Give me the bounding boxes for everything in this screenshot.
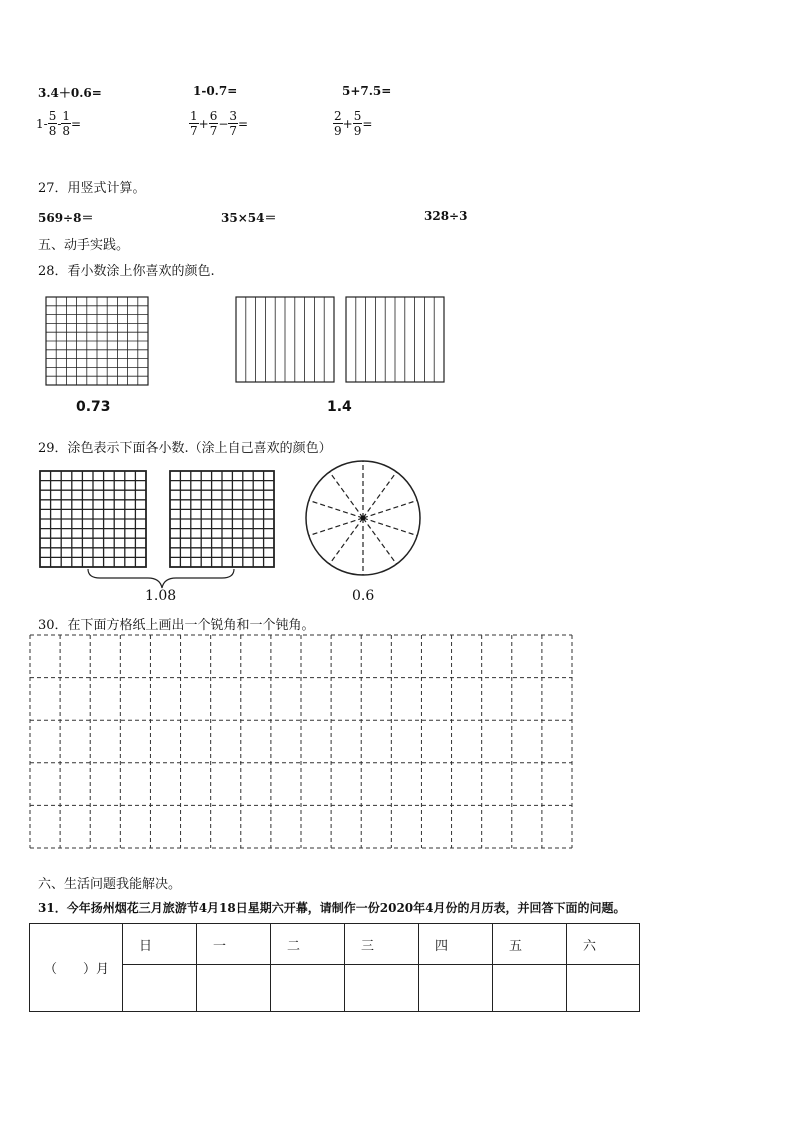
question-28-title: 28．看小数涂上你喜欢的颜色. [38,264,215,279]
date-cell[interactable] [123,965,197,1012]
month-calendar-table [29,923,640,1012]
weekday-header: 三 [345,924,419,965]
question-29-title: 29．涂色表示下面各小数.（涂上自己喜欢的颜色） [38,441,332,456]
divided-circle[interactable] [306,461,420,575]
dashed-grid-paper[interactable] [30,635,572,848]
hundred-grid-1[interactable] [40,471,146,567]
date-cell[interactable] [197,965,271,1012]
circle-sector-line [309,500,363,518]
numerator: 5 [48,109,57,123]
weekday-header: 五 [493,924,567,965]
operator: − [218,116,229,131]
calc-item-2: 1-0.7= [193,84,238,98]
numerator: 5 [353,109,362,123]
date-cell[interactable] [271,965,345,1012]
numerator: 2 [334,109,342,123]
equals: = [362,116,373,131]
numerator: 1 [190,109,198,123]
weekday-header: 一 [197,924,271,965]
label-14: 1.4 [327,399,352,415]
denominator: 7 [209,124,218,138]
operator: + [198,116,209,131]
denominator: 9 [334,124,342,138]
section-5-heading: 五、动手实践。 [38,238,130,253]
calc-item-1: 3.4＋0.6= [38,86,102,100]
circle-sector-line [309,518,363,536]
equals: = [71,116,82,131]
circle-sector-line [363,472,397,518]
ten-strip-square-1[interactable] [236,297,334,382]
weekday-header: 日 [123,924,197,965]
weekday-header: 二 [271,924,345,965]
numerator: 1 [62,109,71,123]
date-cell[interactable] [493,965,567,1012]
denominator: 7 [190,124,198,138]
weekday-header: 六 [567,924,640,965]
numerator: 3 [229,109,238,123]
numerator: 6 [209,109,218,123]
hundred-grid[interactable] [46,297,148,385]
label-108: 1.08 [145,588,177,604]
date-cell[interactable] [345,965,419,1012]
circle-sector-line [363,518,417,536]
circle-center [361,516,366,521]
circle-sector-line [329,472,363,518]
denominator: 9 [353,124,362,138]
hundred-grid-2[interactable] [170,471,274,567]
date-cell[interactable] [567,965,640,1012]
question-27-title: 27．用竖式计算。 [38,181,146,196]
operator: + [342,116,353,131]
date-cell[interactable] [419,965,493,1012]
expr-text: 1- [36,116,48,131]
question-30-title: 30．在下面方格纸上画出一个锐角和一个钝角。 [38,618,315,633]
label-073: 0.73 [76,399,111,415]
calc-item-3: 5+7.5= [342,84,392,98]
circle-sector-line [363,500,417,518]
circle-sector-line [329,518,363,564]
denominator: 8 [62,124,71,138]
month-label: （ ）月 [44,962,110,977]
q27-item-3: 328÷3 [424,209,468,223]
section-6-heading: 六、生活问题我能解决。 [38,877,182,892]
q27-item-2: 35×54＝ [221,211,277,225]
denominator: 8 [48,124,57,138]
question-31-title: 31．今年扬州烟花三月旅游节4月18日星期六开幕，请制作一份2020年4月份的月历表，并回答下面的问题。 [38,901,626,915]
equals: = [238,116,249,131]
ten-strip-square-2[interactable] [346,297,444,382]
label-06: 0.6 [352,588,375,604]
q27-item-1: 569÷8＝ [38,211,94,225]
circle-sector-line [363,518,397,564]
brace [88,569,234,588]
month-label-cell[interactable] [30,924,123,1012]
denominator: 7 [229,124,238,138]
operator: - [57,116,62,131]
weekday-header: 四 [419,924,493,965]
